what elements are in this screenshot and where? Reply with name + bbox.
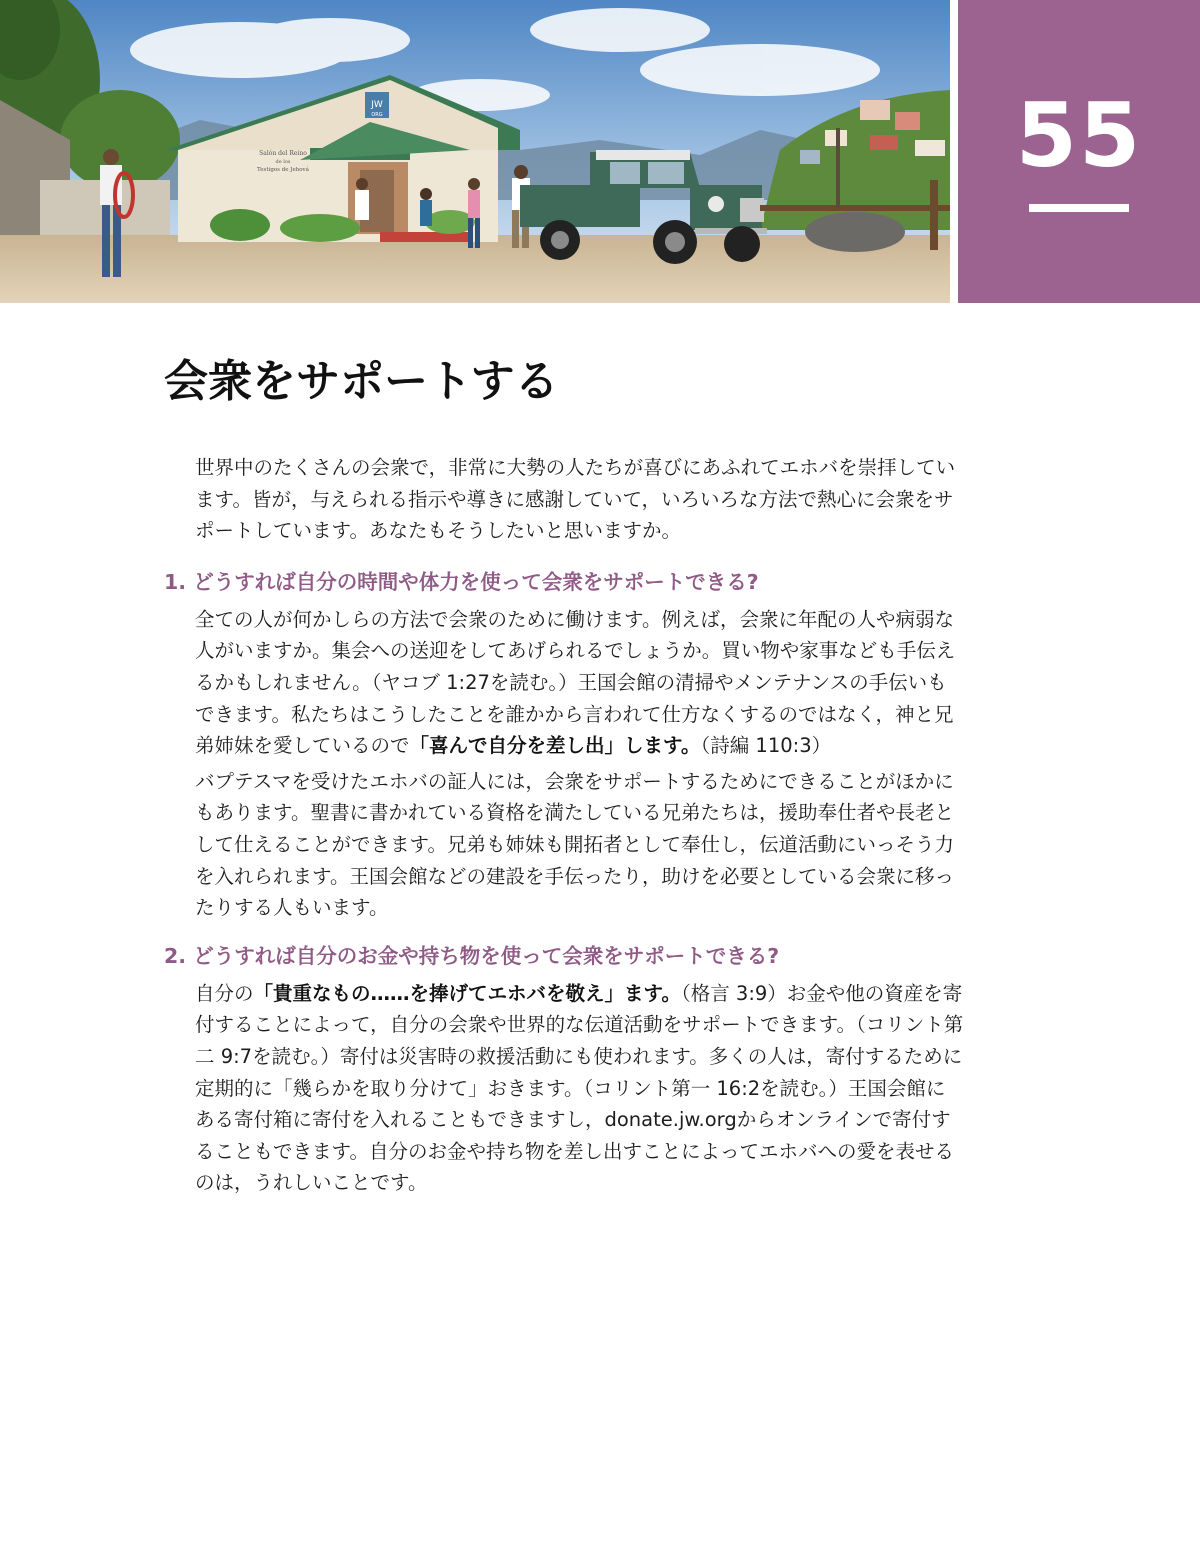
paragraph-text: 全ての人が何かしらの方法で会衆のために働けます。例えば，会衆に年配の人や病弱な人がいますか。集会への送迎をしてあげられるでしょうか。買い物や家事なども手伝えるかもしれません。（ヤコブ 1:27を読む。）王国会館の清掃やメンテナンスの手伝いもできます。私たちはこうしたことを誰かから言われて仕方なくするのではなく，神と兄弟姉妹を愛しているので bbox=[195, 607, 956, 758]
paragraph-text: 自分の bbox=[195, 981, 254, 1005]
hero-image bbox=[0, 0, 950, 303]
kingdom-hall-illustration bbox=[0, 0, 950, 303]
question-number: 2. bbox=[164, 943, 187, 968]
bold-scripture-quote: 「貴重なもの……を捧げてエホバを敬え」ます。 bbox=[253, 981, 681, 1005]
lesson-number-badge bbox=[958, 0, 1200, 303]
intro-paragraph: 世界中のたくさんの会衆で，非常に大勢の人たちが喜びにあふれてエホバを崇拝しています。皆が，与えられる指示や導きに感謝していて，いろいろな方法で熱心に会衆をサポートしています。あなたもそうしたいと思いますか。 bbox=[195, 456, 956, 543]
lesson-number-underline bbox=[1029, 204, 1129, 212]
question-heading-2 bbox=[164, 940, 964, 972]
svg-text:ORG: ORG bbox=[371, 112, 383, 118]
answer-paragraph: バプテスマを受けたエホバの証人には，会衆をサポートするためにできることがほかにもあります。聖書に書かれている資格を満たしている兄弟たちは，援助奉仕者や長老として仕えることができます。兄弟も姉妹も開拓者として奉仕し，伝道活動にいっそう力を入れられます。王国会館などの建設を手伝ったり，助けを必要としている会衆に移ったりする人もいます。 bbox=[195, 769, 954, 920]
svg-text:de los: de los bbox=[275, 159, 291, 165]
utility-pole bbox=[836, 128, 840, 208]
lesson-number: 55 bbox=[1015, 84, 1143, 187]
question-number: 1. bbox=[164, 569, 187, 594]
paragraph-text: （格言 3:9）お金や他の資産を寄付することによって，自分の会衆や世界的な伝道活動をサポートできます。（コリント第二 9:7を読む。）寄付は災害時の救援活動にも使われます。多くの人は，寄付するために定期的に「幾らかを取り分けて」おきます。（コリント第一 16:2を読む。）王国会館にある寄付箱に寄付を入れることもできますし，donate.jw.orgからオンラインで寄付することもできます。自分のお金や持ち物を差し出すことによってエホバへの愛を表せるのは，うれしいことです。 bbox=[195, 981, 964, 1195]
svg-text:Testigos de Jehová: Testigos de Jehová bbox=[257, 167, 309, 173]
question-heading-1 bbox=[164, 566, 964, 598]
question-text: どうすれば自分のお金や持ち物を使って会衆をサポートできる? bbox=[193, 943, 780, 968]
bold-scripture-quote: 「喜んで自分を差し出」します。 bbox=[409, 734, 701, 758]
answer-paragraph bbox=[164, 604, 964, 762]
svg-text:JW: JW bbox=[371, 100, 383, 110]
lesson-content bbox=[164, 452, 964, 1199]
answer-paragraph bbox=[164, 978, 964, 1199]
page-title: 会衆をサポートする bbox=[164, 356, 559, 407]
question-text: どうすれば自分の時間や体力を使って会衆をサポートできる? bbox=[193, 569, 759, 594]
svg-text:Salón del Reino: Salón del Reino bbox=[259, 150, 307, 157]
scripture-reference: （詩編 110:3） bbox=[700, 734, 832, 758]
